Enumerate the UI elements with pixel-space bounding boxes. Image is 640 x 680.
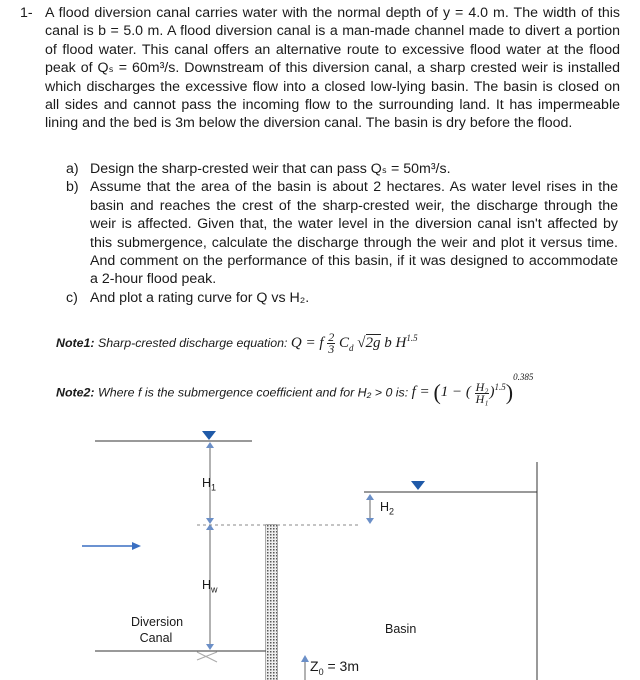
inner-exponent: 1.5 [494, 382, 506, 393]
z-subscript: 0 [318, 666, 324, 677]
part-c [66, 289, 618, 307]
h-symbol: H [202, 476, 212, 490]
z-value: = 3m [323, 658, 359, 674]
part-b [66, 178, 618, 288]
one-minus: 1 − ( [440, 384, 471, 401]
question-number: 1- [20, 5, 33, 21]
fraction [327, 332, 335, 355]
arrow-up-icon [206, 442, 214, 448]
fraction-denominator: 3 [328, 342, 335, 356]
sqrt-argument: 2g [365, 334, 381, 351]
h2-label [380, 500, 394, 517]
arrow-down-icon [206, 518, 214, 524]
part-text: Assume that the area of the basin is about 2 hectares. As water level rises in the basin and reaches the crest of the sharp-crested weir, the discharge through the weir is affected. Given that, the water level in the diversion canal isn't affected by this submergence, calculate the discharge through the weir and plot it versus time. And comment on the performance of this basin, if it was designed to accommodate a 2-hour flood peak. [90, 179, 618, 288]
basin-label: Basin [385, 622, 417, 636]
weir-diagram [0, 420, 640, 680]
part-letter: a) [66, 161, 79, 177]
question-1 [20, 4, 620, 133]
coefficient-subscript: d [349, 342, 354, 353]
right-paren-icon: ) [505, 380, 514, 405]
f-equals: f = [411, 384, 430, 401]
h-symbol: H [202, 578, 212, 592]
exponent: 1.5 [406, 332, 418, 343]
note-text: Sharp-crested discharge equation: [98, 335, 288, 350]
question-parts [66, 160, 618, 307]
arrow-up-icon [301, 655, 309, 662]
z0-label [310, 658, 359, 677]
equation-tail: b H [384, 334, 407, 351]
ratio-denominator: H₁ [475, 391, 489, 406]
part-text: Design the sharp-crested weir that can pass Qₛ = 50m³/s. [90, 161, 451, 177]
note-2 [56, 372, 534, 406]
part-a [66, 160, 618, 178]
weir-hatch [266, 525, 277, 680]
part-letter: b) [66, 179, 79, 196]
h-subscript: w [211, 584, 218, 595]
note-text: Where f is the submergence coefficient and for H₂ > 0 is: [98, 385, 409, 400]
weir-equation [290, 330, 418, 356]
outer-exponent: 0.385 [513, 372, 534, 383]
canal-label-line-1: Diversion [131, 615, 184, 629]
sqrt-icon: √ [357, 334, 366, 351]
note-1 [56, 332, 418, 355]
fraction-numerator: 2 [328, 330, 335, 344]
water-level-icon [202, 431, 216, 440]
water-level-icon [411, 481, 425, 490]
flow-arrow-icon [132, 542, 141, 550]
z-symbol: Z [310, 658, 319, 674]
part-text: And plot a rating curve for Q vs H₂. [90, 289, 310, 306]
note-label: Note2: [56, 385, 95, 400]
discharge-coefficient: C [339, 334, 350, 351]
h-symbol: H [380, 500, 390, 514]
arrow-down-icon [366, 518, 374, 524]
canal-label-line-2: Canal [139, 631, 173, 645]
h-subscript: 2 [389, 506, 395, 517]
part-letter: c) [66, 289, 78, 306]
h1-label [202, 476, 216, 493]
arrow-up-icon [366, 494, 374, 500]
note-label: Note1: [56, 335, 95, 350]
question-text: A flood diversion canal carries water with the normal depth of y = 4.0 m. The width of this canal is b = 5.0 m. A flood diversion canal is a man-made channel made to divert a portion of flood water. This canal offers an alternative route to excessive flood water at the flood peak of Qₛ = 60m³/s. Downstream of this diversion canal, a sharp crested weir is installed which discharges the excessive flow into a closed low-lying basin. The basin is closed on all sides and cannot pass the incoming flow to the surrounding land. It has impermeable lining and the bed is 3m below the diversion canal. The basin is dry before the flood. [45, 5, 620, 132]
submergence-equation: f = (1 − ( $\frac{\text{H₂}}{\text{H₁}}$ )$^{1.5}$)$^{0.385}$ [411, 372, 534, 406]
head-ratio [475, 379, 490, 406]
hw-label [202, 578, 218, 595]
equation-lhs: Q = f [290, 334, 324, 351]
arrow-down-icon [206, 644, 214, 650]
left-paren-icon: ( [433, 380, 441, 405]
ratio-numerator: H₂ [475, 379, 489, 394]
h-subscript: 1 [211, 482, 217, 493]
canal-label [131, 614, 184, 646]
